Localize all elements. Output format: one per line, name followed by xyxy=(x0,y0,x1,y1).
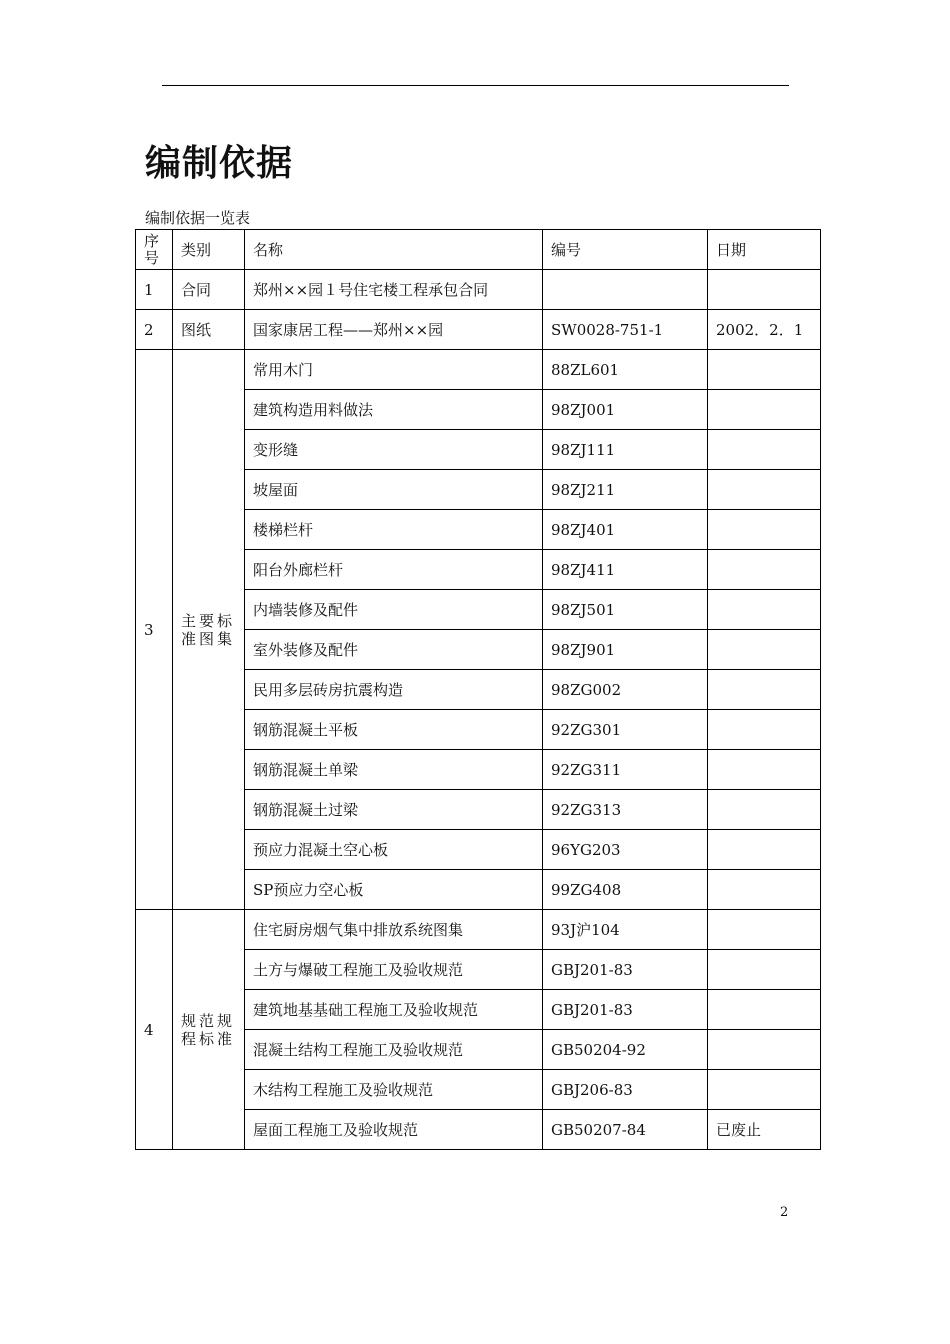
table-row xyxy=(136,310,821,350)
cell-name: 混凝土结构工程施工及验收规范 xyxy=(245,1030,543,1070)
cell-code: 92ZG311 xyxy=(543,750,708,790)
cell-code: 88ZL601 xyxy=(543,350,708,390)
cell-date xyxy=(708,750,821,790)
cell-date xyxy=(708,910,821,950)
header-name: 名称 xyxy=(245,230,543,270)
cell-date xyxy=(708,590,821,630)
cell-name: 国家康居工程——郑州××园 xyxy=(245,310,543,350)
table-row xyxy=(136,910,821,950)
cell-code: 98ZJ401 xyxy=(543,510,708,550)
table-body xyxy=(136,230,821,1150)
cell-date xyxy=(708,710,821,750)
cell-category: 合同 xyxy=(173,270,245,310)
cell-name: 民用多层砖房抗震构造 xyxy=(245,670,543,710)
cell-name: 屋面工程施工及验收规范 xyxy=(245,1110,543,1150)
header-code: 编号 xyxy=(543,230,708,270)
cell-name: 室外装修及配件 xyxy=(245,630,543,670)
cell-date xyxy=(708,830,821,870)
cell-date xyxy=(708,510,821,550)
header-category: 类别 xyxy=(173,230,245,270)
cell-date xyxy=(708,430,821,470)
header-rule xyxy=(162,85,789,86)
cell-code: 96YG203 xyxy=(543,830,708,870)
header-seq: 序号 xyxy=(136,230,173,270)
cell-date xyxy=(708,270,821,310)
cell-name: 郑州××园１号住宅楼工程承包合同 xyxy=(245,270,543,310)
cell-code: 98ZJ001 xyxy=(543,390,708,430)
cell-name: 钢筋混凝土平板 xyxy=(245,710,543,750)
cell-code: 98ZJ901 xyxy=(543,630,708,670)
cell-date xyxy=(708,990,821,1030)
cell-code: SW0028-751-1 xyxy=(543,310,708,350)
page-title: 编制依据 xyxy=(145,143,294,184)
table-row xyxy=(136,350,821,390)
cell-date: 2002．2．1 xyxy=(708,310,821,350)
cell-date xyxy=(708,1070,821,1110)
cell-name: 住宅厨房烟气集中排放系统图集 xyxy=(245,910,543,950)
cell-code: 99ZG408 xyxy=(543,870,708,910)
cell-category: 主要标准图集 xyxy=(173,350,245,910)
cell-name: 坡屋面 xyxy=(245,470,543,510)
cell-name: 预应力混凝土空心板 xyxy=(245,830,543,870)
cell-code: 98ZJ211 xyxy=(543,470,708,510)
cell-name: 钢筋混凝土过梁 xyxy=(245,790,543,830)
cell-code: 93J沪104 xyxy=(543,910,708,950)
basis-table xyxy=(135,229,821,1150)
cell-date xyxy=(708,950,821,990)
cell-date xyxy=(708,390,821,430)
cell-date xyxy=(708,470,821,510)
cell-date xyxy=(708,630,821,670)
cell-code: 98ZG002 xyxy=(543,670,708,710)
cell-name: 常用木门 xyxy=(245,350,543,390)
cell-name: 土方与爆破工程施工及验收规范 xyxy=(245,950,543,990)
cell-name: 建筑地基基础工程施工及验收规范 xyxy=(245,990,543,1030)
cell-category: 图纸 xyxy=(173,310,245,350)
cell-category: 规范规程标准 xyxy=(173,910,245,1150)
cell-code xyxy=(543,270,708,310)
cell-code: 92ZG313 xyxy=(543,790,708,830)
cell-name: 变形缝 xyxy=(245,430,543,470)
cell-code: GBJ201-83 xyxy=(543,950,708,990)
cell-name: 内墙装修及配件 xyxy=(245,590,543,630)
cell-date: 已废止 xyxy=(708,1110,821,1150)
cell-seq: 3 xyxy=(136,350,173,910)
cell-date xyxy=(708,870,821,910)
cell-code: 98ZJ111 xyxy=(543,430,708,470)
cell-code: GBJ206-83 xyxy=(543,1070,708,1110)
cell-name: 钢筋混凝土单梁 xyxy=(245,750,543,790)
cell-name: 建筑构造用料做法 xyxy=(245,390,543,430)
cell-date xyxy=(708,790,821,830)
cell-code: 92ZG301 xyxy=(543,710,708,750)
cell-name: SP预应力空心板 xyxy=(245,870,543,910)
header-date: 日期 xyxy=(708,230,821,270)
cell-date xyxy=(708,550,821,590)
cell-seq: 1 xyxy=(136,270,173,310)
cell-name: 楼梯栏杆 xyxy=(245,510,543,550)
cell-date xyxy=(708,1030,821,1070)
table-caption: 编制依据一览表 xyxy=(145,209,251,227)
cell-date xyxy=(708,350,821,390)
cell-code: GB50207-84 xyxy=(543,1110,708,1150)
cell-seq: 2 xyxy=(136,310,173,350)
cell-code: GBJ201-83 xyxy=(543,990,708,1030)
cell-code: 98ZJ501 xyxy=(543,590,708,630)
cell-name: 阳台外廊栏杆 xyxy=(245,550,543,590)
cell-code: GB50204-92 xyxy=(543,1030,708,1070)
cell-seq: 4 xyxy=(136,910,173,1150)
cell-name: 木结构工程施工及验收规范 xyxy=(245,1070,543,1110)
cell-date xyxy=(708,670,821,710)
cell-code: 98ZJ411 xyxy=(543,550,708,590)
page-number: 2 xyxy=(780,1205,789,1220)
table-header-row xyxy=(136,230,821,270)
table-row xyxy=(136,270,821,310)
